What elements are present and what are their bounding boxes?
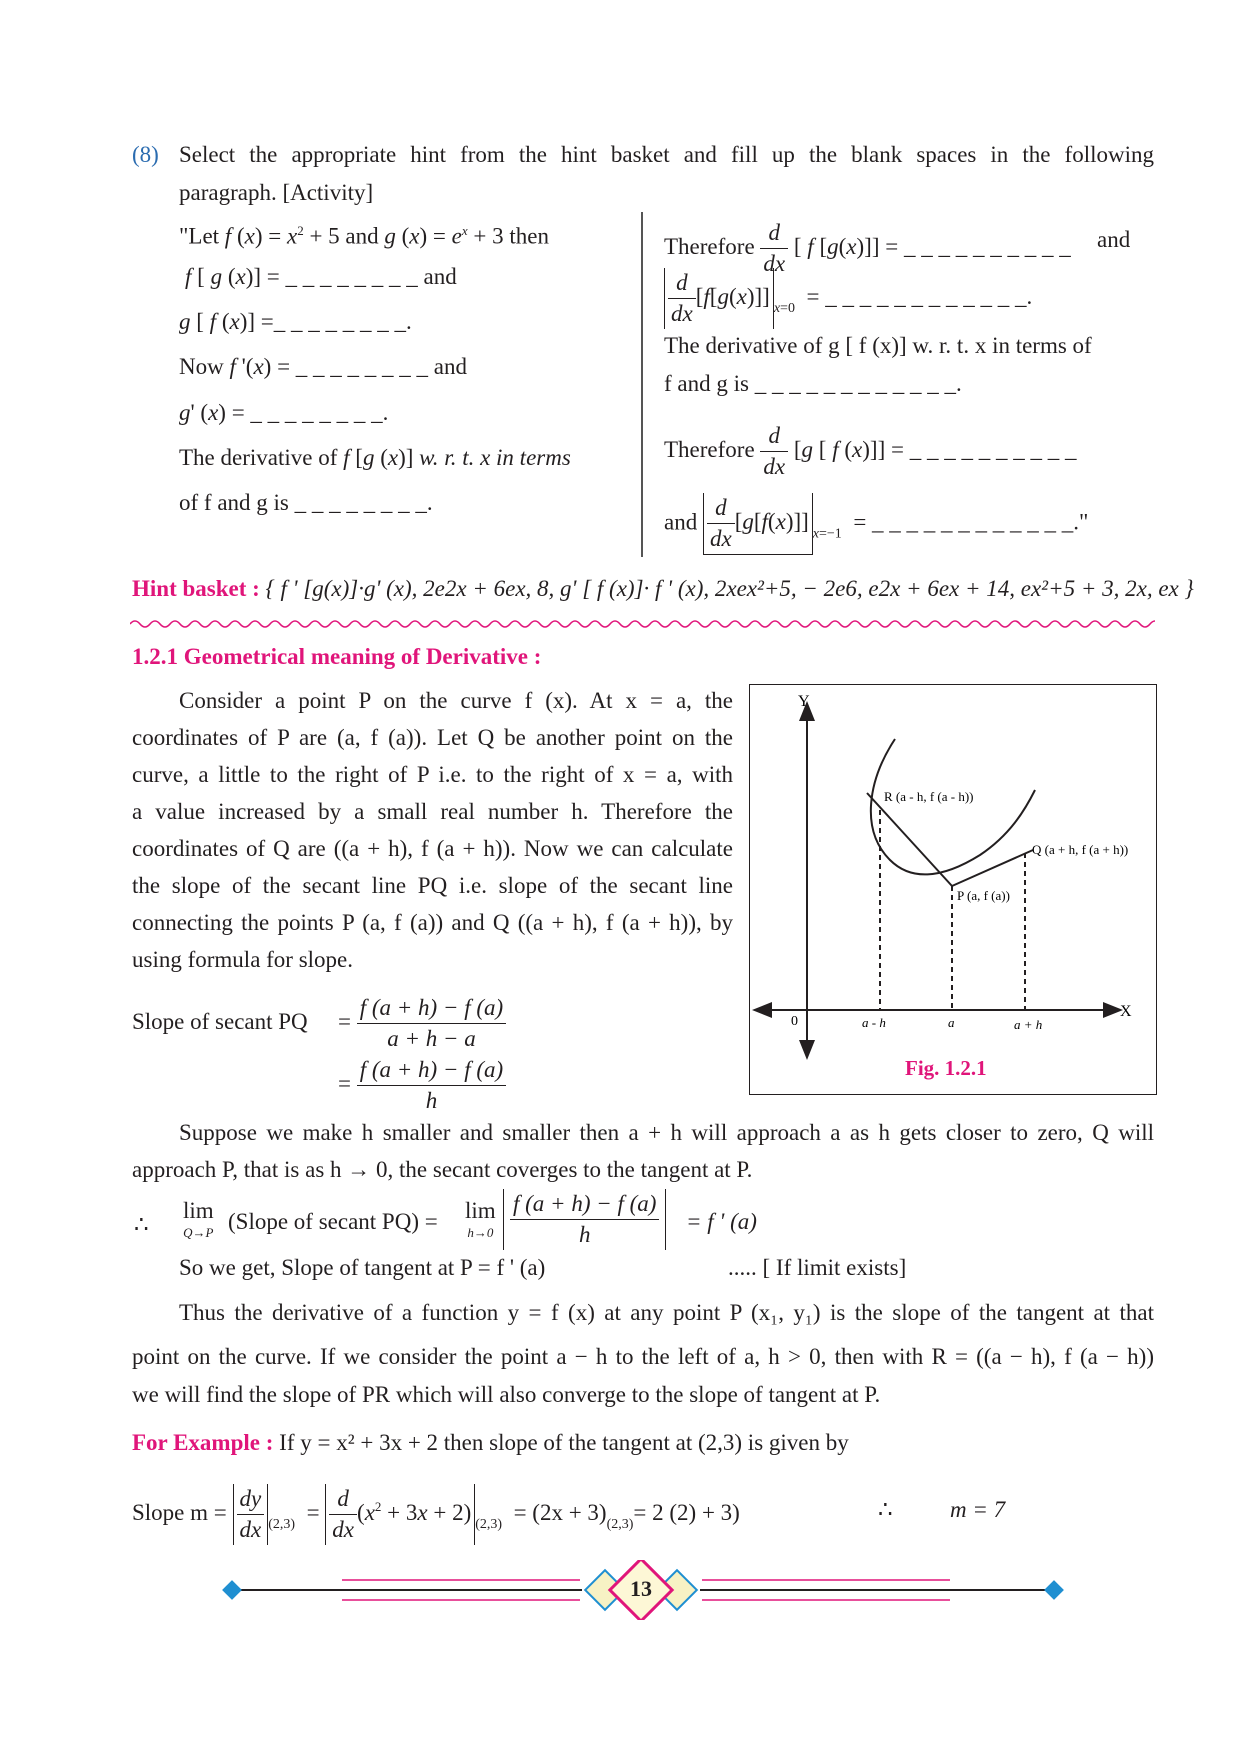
lim-text: (Slope of secant PQ) = bbox=[228, 1209, 438, 1234]
secant-pq bbox=[952, 850, 1033, 886]
blank[interactable]: _ _ _ _ _ _ _ _ _ _ _ _ bbox=[754, 371, 956, 396]
blank[interactable]: _ _ _ _ _ _ _ _ _ _ bbox=[903, 233, 1071, 259]
point-q-label: Q (a + h, f (a + h)) bbox=[1032, 842, 1129, 857]
slope-formula-1: = $\frac{f (a + h) - f (a)}{a + h - a}$ bbox=[338, 993, 506, 1054]
column-divider bbox=[641, 212, 643, 557]
paragraph-2a: Suppose we make h smaller and smaller then a + h will approach a as h gets closer to zero, Q will bbox=[179, 1120, 1154, 1145]
therefore-gfx-line: Therefore $\frac{d}{dx}$ [g [ f (x)]] = _ _ _ _ _ _ _ _ _ _ bbox=[664, 423, 1077, 479]
fgx-blank-line: f [ g (x)] = _ _ _ _ _ _ _ _ and bbox=[185, 264, 457, 289]
example-therefore: ∴ bbox=[878, 1497, 893, 1522]
paragraph-3b: point on the curve. If we consider the point a − h to the left of a, h > 0, then with R = ((a − h), f (a − h)) bbox=[132, 1344, 1154, 1369]
hint-items: { f ' [g(x)]·g' (x), 2e2x + 6ex, 8, g' [ f (x)]· f ' (x), 2xex²+5, − 2e6, e2x + 6ex + 14, ex²+5 + 3, 2x, ex } bbox=[265, 576, 1194, 601]
section-title: 1.2.1 Geometrical meaning of Derivative : bbox=[132, 644, 542, 669]
point-r-label: R (a - h, f (a - h)) bbox=[884, 789, 974, 804]
eval-gfx-line: and $\frac{d}{dx}$ $[g[f(x)]]_{x=-1}$ = _ _ _ _ _ _ _ _ _ _ _ _." bbox=[664, 493, 1088, 555]
hint-basket bbox=[132, 574, 1194, 604]
and-label: and bbox=[1097, 227, 1131, 252]
question-intro: Select the appropriate hint from the hint basket and fill up the blank spaces in the following bbox=[179, 142, 1154, 167]
wavy-separator bbox=[130, 617, 1155, 631]
fprime-blank-line: Now f '(x) = _ _ _ _ _ _ _ _ and bbox=[179, 354, 468, 379]
derivative-fg-line: The derivative of f [g (x)] w. r. t. x in terms bbox=[179, 445, 571, 470]
blank[interactable]: _ _ _ _ _ _ _ _ bbox=[285, 264, 418, 289]
slope-formula-2: = $\frac{f (a + h) - f (a)}{h}$ bbox=[338, 1055, 506, 1116]
hint-label: Hint basket : bbox=[132, 576, 260, 601]
question-intro-2: paragraph. [Activity] bbox=[179, 180, 374, 205]
example-result: m = 7 bbox=[950, 1497, 1006, 1522]
tick-a-minus-h: a - h bbox=[862, 1015, 886, 1030]
y-label: Y bbox=[798, 693, 810, 710]
x-label: X bbox=[1120, 1003, 1132, 1020]
curve bbox=[871, 739, 1035, 874]
point-p-label: P (a, f (a)) bbox=[957, 888, 1010, 903]
blank[interactable]: _ _ _ _ _ _ _ _ _ _ bbox=[909, 436, 1077, 462]
paragraph-2b: approach P, that is as h → 0, the secant coverges to the tangent at P. bbox=[132, 1157, 753, 1182]
lim-result: = f ' (a) bbox=[686, 1209, 757, 1234]
of-f-and-g-line: of f and g is _ _ _ _ _ _ _ _. bbox=[179, 490, 433, 515]
blank[interactable]: _ _ _ _ _ _ _ _ bbox=[295, 354, 429, 379]
blank[interactable]: _ _ _ _ _ _ _ _ _ _ _ _ bbox=[825, 283, 1027, 309]
blank[interactable]: _ _ _ _ _ _ _ _ bbox=[250, 400, 383, 425]
question-number: (8) bbox=[132, 142, 159, 167]
figure-graph bbox=[750, 685, 1156, 1094]
figure-box bbox=[749, 684, 1157, 1095]
tick-a: a bbox=[948, 1015, 955, 1030]
so-we-get: So we get, Slope of tangent at P = f ' (a) bbox=[179, 1255, 546, 1280]
origin-label: 0 bbox=[791, 1014, 798, 1029]
section-paragraph-1: Consider a point P on the curve f (x). At x = a, the coordinates of P are (a, f (a)). Let Q be another point on the curve, a little to the right of P i.e. to the right of x = a, with a value increased by a small real number h. Therefore the coordinates of Q are ((a + h), f (a + h)). Now we can calculate the slope of the secant line PQ i.e. slope of the secant line connecting the points P (a, f (a)) and Q ((a + h), f (a + h)), by using formula for slope. bbox=[132, 688, 733, 972]
if-limit-exists: ..... [ If limit exists] bbox=[728, 1255, 907, 1280]
figure-caption: Fig. 1.2.1 bbox=[905, 1056, 987, 1080]
slope-label: Slope of secant PQ bbox=[132, 1009, 308, 1034]
paragraph-3c: we will find the slope of PR which will also converge to the slope of tangent at P. bbox=[132, 1382, 881, 1407]
page-number: 13 bbox=[630, 1576, 652, 1601]
blank[interactable]: _ _ _ _ _ _ _ _ bbox=[273, 309, 406, 334]
gfx-blank-line: g [ f (x)] =_ _ _ _ _ _ _ _. bbox=[179, 309, 412, 334]
let-line: "Let f $(x) = x^2 + 5$ and g $(x) = e^x + 3$ then bbox=[179, 223, 549, 249]
example-slope: Slope m = $\frac{dy}{dx}$ $_{(2,3)}$ = $\frac{d}{dx}$ $(x^2 + 3x + 2)_{(2,3)} = (2x + 3)_{(2,3)}= 2$ (2) + 3) bbox=[132, 1484, 740, 1545]
therefore-fgx-line: Therefore $\frac{d}{dx}$ [ f [g(x)]] = _ _ _ _ _ _ _ _ _ _ bbox=[664, 220, 1071, 276]
derivative-gf-line: The derivative of g [ f (x)] w. r. t. x in terms of bbox=[664, 333, 1092, 358]
lim-fraction: $\frac{f (a + h) - f (a)}{h}$ bbox=[503, 1189, 666, 1250]
tick-a-plus-h: a + h bbox=[1014, 1017, 1043, 1032]
blank[interactable]: _ _ _ _ _ _ _ _ bbox=[294, 490, 427, 515]
lim-q-p: lim Q→P bbox=[183, 1198, 214, 1240]
example-line: For Example : If y = x² + 3x + 2 then slope of the tangent at (2,3) is given by bbox=[132, 1430, 849, 1455]
f-and-g-line: f and g is _ _ _ _ _ _ _ _ _ _ _ _. bbox=[664, 371, 962, 396]
paragraph-3a: Thus the derivative of a function y = f (x) at any point P (x₁, y₁) is the slope of the tangent at that bbox=[179, 1300, 1154, 1325]
eval-fgx-line: $\frac{d}{dx}$ $[f[g(x)]]_{x=0}$ = _ _ _ _ _ _ _ _ _ _ _ _. bbox=[664, 268, 1032, 329]
therefore-symbol: ∴ bbox=[134, 1212, 149, 1237]
gprime-blank-line: g' (x) = _ _ _ _ _ _ _ _. bbox=[179, 400, 389, 425]
lim-h-0: lim h→0 bbox=[465, 1198, 496, 1240]
blank[interactable]: _ _ _ _ _ _ _ _ _ _ _ _ bbox=[872, 509, 1074, 535]
